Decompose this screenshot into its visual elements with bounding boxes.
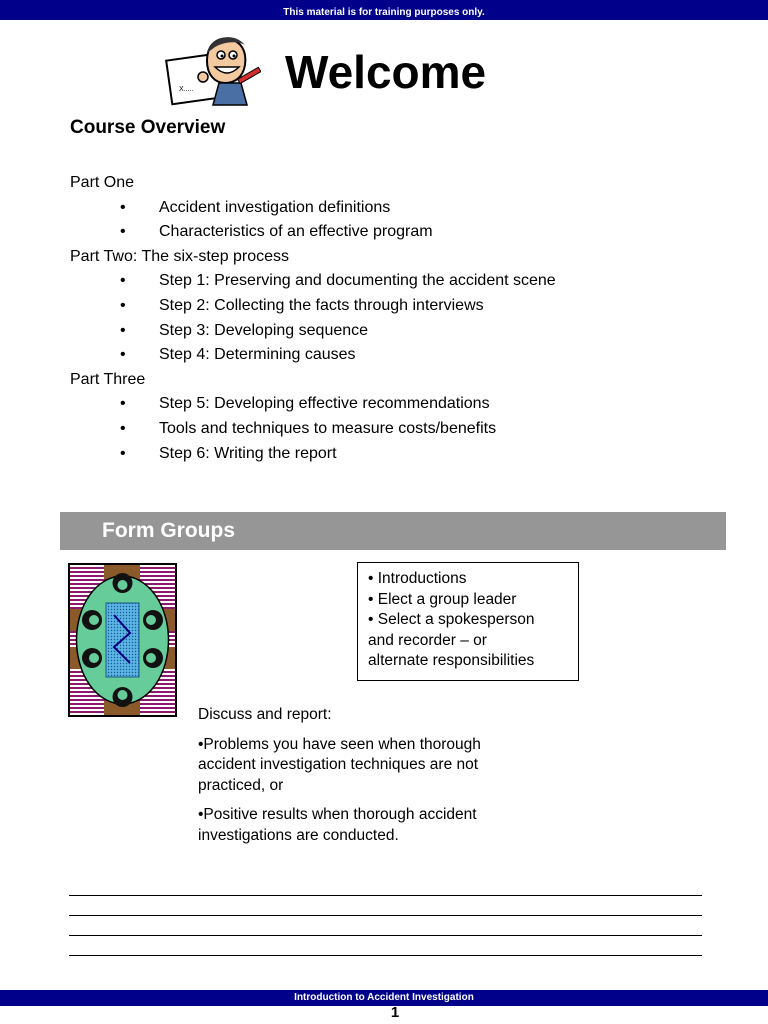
bullet: • [120, 444, 126, 462]
item-text: Tools and techniques to measure costs/benefits [159, 419, 497, 437]
part-label: Part Two: The six-step process [70, 247, 290, 265]
bottom-banner-text: Introduction to Accident Investigation [294, 992, 474, 1003]
course-overview-heading: Course Overview [70, 117, 226, 138]
writing-line [69, 915, 702, 916]
page-number: 1 [390, 1004, 400, 1021]
outline-item [70, 392, 710, 417]
discuss-item: •Positive results when thorough accident investigations are conducted. [198, 806, 477, 844]
top-banner-text: This material is for training purposes only. [283, 7, 485, 18]
outline-item [70, 220, 710, 245]
task-line: alternate responsibilities [368, 652, 535, 669]
form-groups-band [60, 512, 726, 550]
outline-part-two [70, 245, 710, 270]
bullet: • [120, 272, 126, 290]
item-text: Step 3: Developing sequence [159, 321, 369, 339]
item-text: Step 6: Writing the report [159, 444, 337, 462]
course-outline [70, 171, 710, 466]
bullet: • [120, 419, 126, 437]
presenter-clipart-icon [163, 33, 261, 109]
outline-item [70, 319, 710, 344]
outline-item [70, 442, 710, 467]
item-text: Step 1: Preserving and documenting the accident scene [159, 272, 556, 290]
page-title: Welcome [285, 46, 487, 98]
bullet: • [120, 321, 126, 339]
bullet: • [120, 296, 126, 314]
discuss-intro: Discuss and report: [198, 706, 332, 723]
discuss-section [198, 705, 528, 855]
discuss-item: •Problems you have seen when thorough accident investigation techniques are not practiced, or [198, 735, 481, 794]
writing-line [69, 895, 702, 896]
bullet: • [120, 223, 126, 241]
part-label: Part One [70, 174, 135, 191]
outline-item [70, 269, 710, 294]
meeting-table-icon [68, 563, 177, 717]
item-text: Step 2: Collecting the facts through interviews [159, 296, 484, 314]
bullet: • [120, 198, 126, 216]
outline-item [70, 343, 710, 368]
group-tasks-box [357, 562, 579, 681]
outline-part-three [70, 368, 710, 393]
task-line: • Introductions [368, 570, 467, 587]
bullet: • [120, 346, 126, 364]
outline-item [70, 417, 710, 442]
top-banner [0, 0, 768, 20]
form-groups-heading: Form Groups [102, 519, 236, 542]
task-line: and recorder – or [368, 631, 487, 649]
outline-item [70, 196, 710, 221]
writing-line [69, 955, 702, 956]
task-line: • Elect a group leader [368, 590, 517, 608]
item-text: Accident investigation definitions [159, 198, 391, 216]
task-line: • Select a spokesperson [368, 611, 535, 628]
outline-item [70, 294, 710, 319]
writing-line [69, 935, 702, 936]
item-text: Step 5: Developing effective recommendations [159, 395, 490, 413]
bullet: • [120, 395, 126, 413]
item-text: Characteristics of an effective program [159, 223, 433, 241]
item-text: Step 4: Determining causes [159, 346, 356, 364]
outline-part-one [70, 171, 710, 196]
sign-text: X..... [179, 86, 194, 93]
part-label: Part Three [70, 370, 146, 388]
